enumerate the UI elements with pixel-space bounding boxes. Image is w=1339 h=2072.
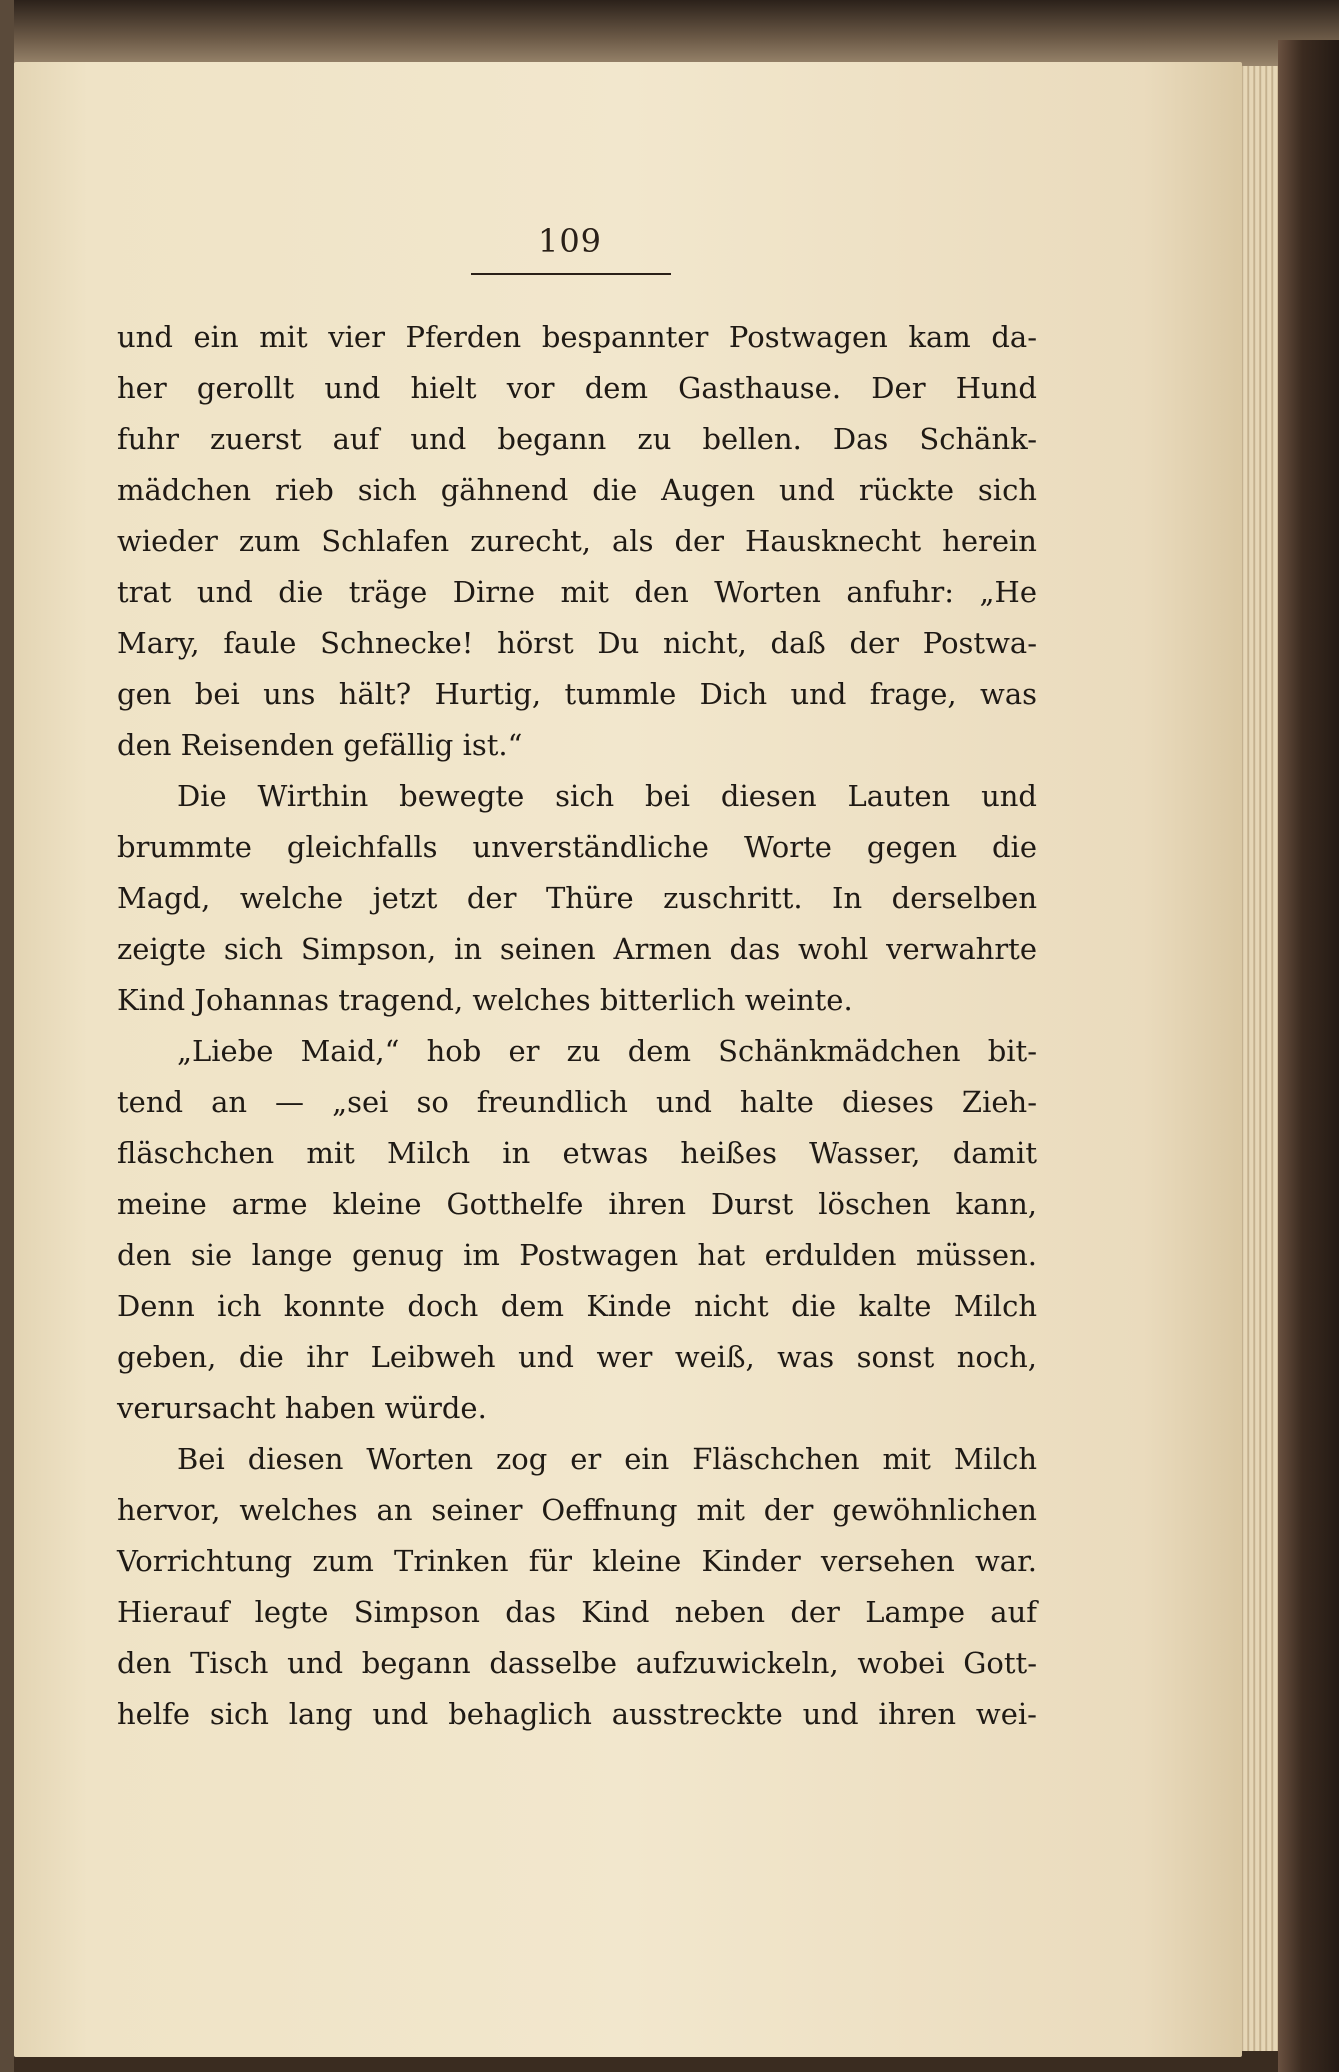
paragraph xyxy=(117,1434,1037,1740)
text-line: trat und die träge Dirne mit den Worten anfuhr: „He xyxy=(117,575,1037,609)
text-line: den Reisenden gefällig ist.“ xyxy=(117,728,523,762)
text-line: hervor, welches an seiner Oeffnung mit der gewöhnlichen xyxy=(117,1493,1037,1527)
text-line: Hierauf legte Simpson das Kind neben der Lampe auf xyxy=(117,1595,1037,1629)
text-line: her gerollt und hielt vor dem Gasthause. Der Hund xyxy=(117,371,1037,405)
text-line: verursacht haben würde. xyxy=(117,1391,487,1425)
book-cover-edge xyxy=(1278,40,1339,2072)
text-line: fläschchen mit Milch in etwas heißes Wasser, damit xyxy=(117,1136,1037,1170)
text-line: geben, die ihr Leibweh und wer weiß, was sonst noch, xyxy=(117,1340,1037,1374)
page-stack-edges xyxy=(1238,66,1278,2051)
text-line: wieder zum Schlafen zurecht, als der Hausknecht herein xyxy=(117,524,1037,558)
text-line: Kind Johannas tragend, welches bitterlich weinte. xyxy=(117,983,853,1017)
book-top-edge xyxy=(0,0,1339,70)
text-line: Denn ich konnte doch dem Kinde nicht die kalte Milch xyxy=(117,1289,1037,1323)
text-line: meine arme kleine Gotthelfe ihren Durst löschen kann, xyxy=(117,1187,1037,1221)
text-line: helfe sich lang und behaglich ausstreckte und ihren wei- xyxy=(117,1697,1037,1731)
text-line: den Tisch und begann dasselbe aufzuwickeln, wobei Gott- xyxy=(117,1646,1037,1680)
text-line: Magd, welche jetzt der Thüre zuschritt. In derselben xyxy=(117,881,1037,915)
book-left-edge xyxy=(0,0,14,2072)
text-line: Vorrichtung zum Trinken für kleine Kinder versehen war. xyxy=(117,1544,1037,1578)
page-number: 109 xyxy=(537,222,603,260)
text-line: gen bei uns hält? Hurtig, tummle Dich und frage, was xyxy=(117,677,1037,711)
text-line: Bei diesen Worten zog er ein Fläschchen mit Milch xyxy=(177,1442,1037,1476)
paragraph xyxy=(117,771,1037,1026)
text-line: mädchen rieb sich gähnend die Augen und rückte sich xyxy=(117,473,1037,507)
page-number-rule xyxy=(471,273,671,275)
text-line: Mary, faule Schnecke! hörst Du nicht, daß der Postwa- xyxy=(117,626,1037,660)
text-line: tend an — „sei so freundlich und halte dieses Zieh- xyxy=(117,1085,1037,1119)
text-line: Die Wirthin bewegte sich bei diesen Lauten und xyxy=(177,779,1037,813)
paragraph xyxy=(117,1026,1037,1434)
text-line: brummte gleichfalls unverständliche Worte gegen die xyxy=(117,830,1037,864)
text-line: fuhr zuerst auf und begann zu bellen. Das Schänk- xyxy=(117,422,1037,456)
text-line: zeigte sich Simpson, in seinen Armen das wohl verwahrte xyxy=(117,932,1037,966)
paragraph xyxy=(117,312,1037,771)
text-line: „Liebe Maid,“ hob er zu dem Schänkmädchen bit- xyxy=(177,1034,1037,1068)
text-line: und ein mit vier Pferden bespannter Postwagen kam da- xyxy=(117,320,1037,354)
text-line: den sie lange genug im Postwagen hat erdulden müssen. xyxy=(117,1238,1037,1272)
body-text xyxy=(117,312,1037,1740)
